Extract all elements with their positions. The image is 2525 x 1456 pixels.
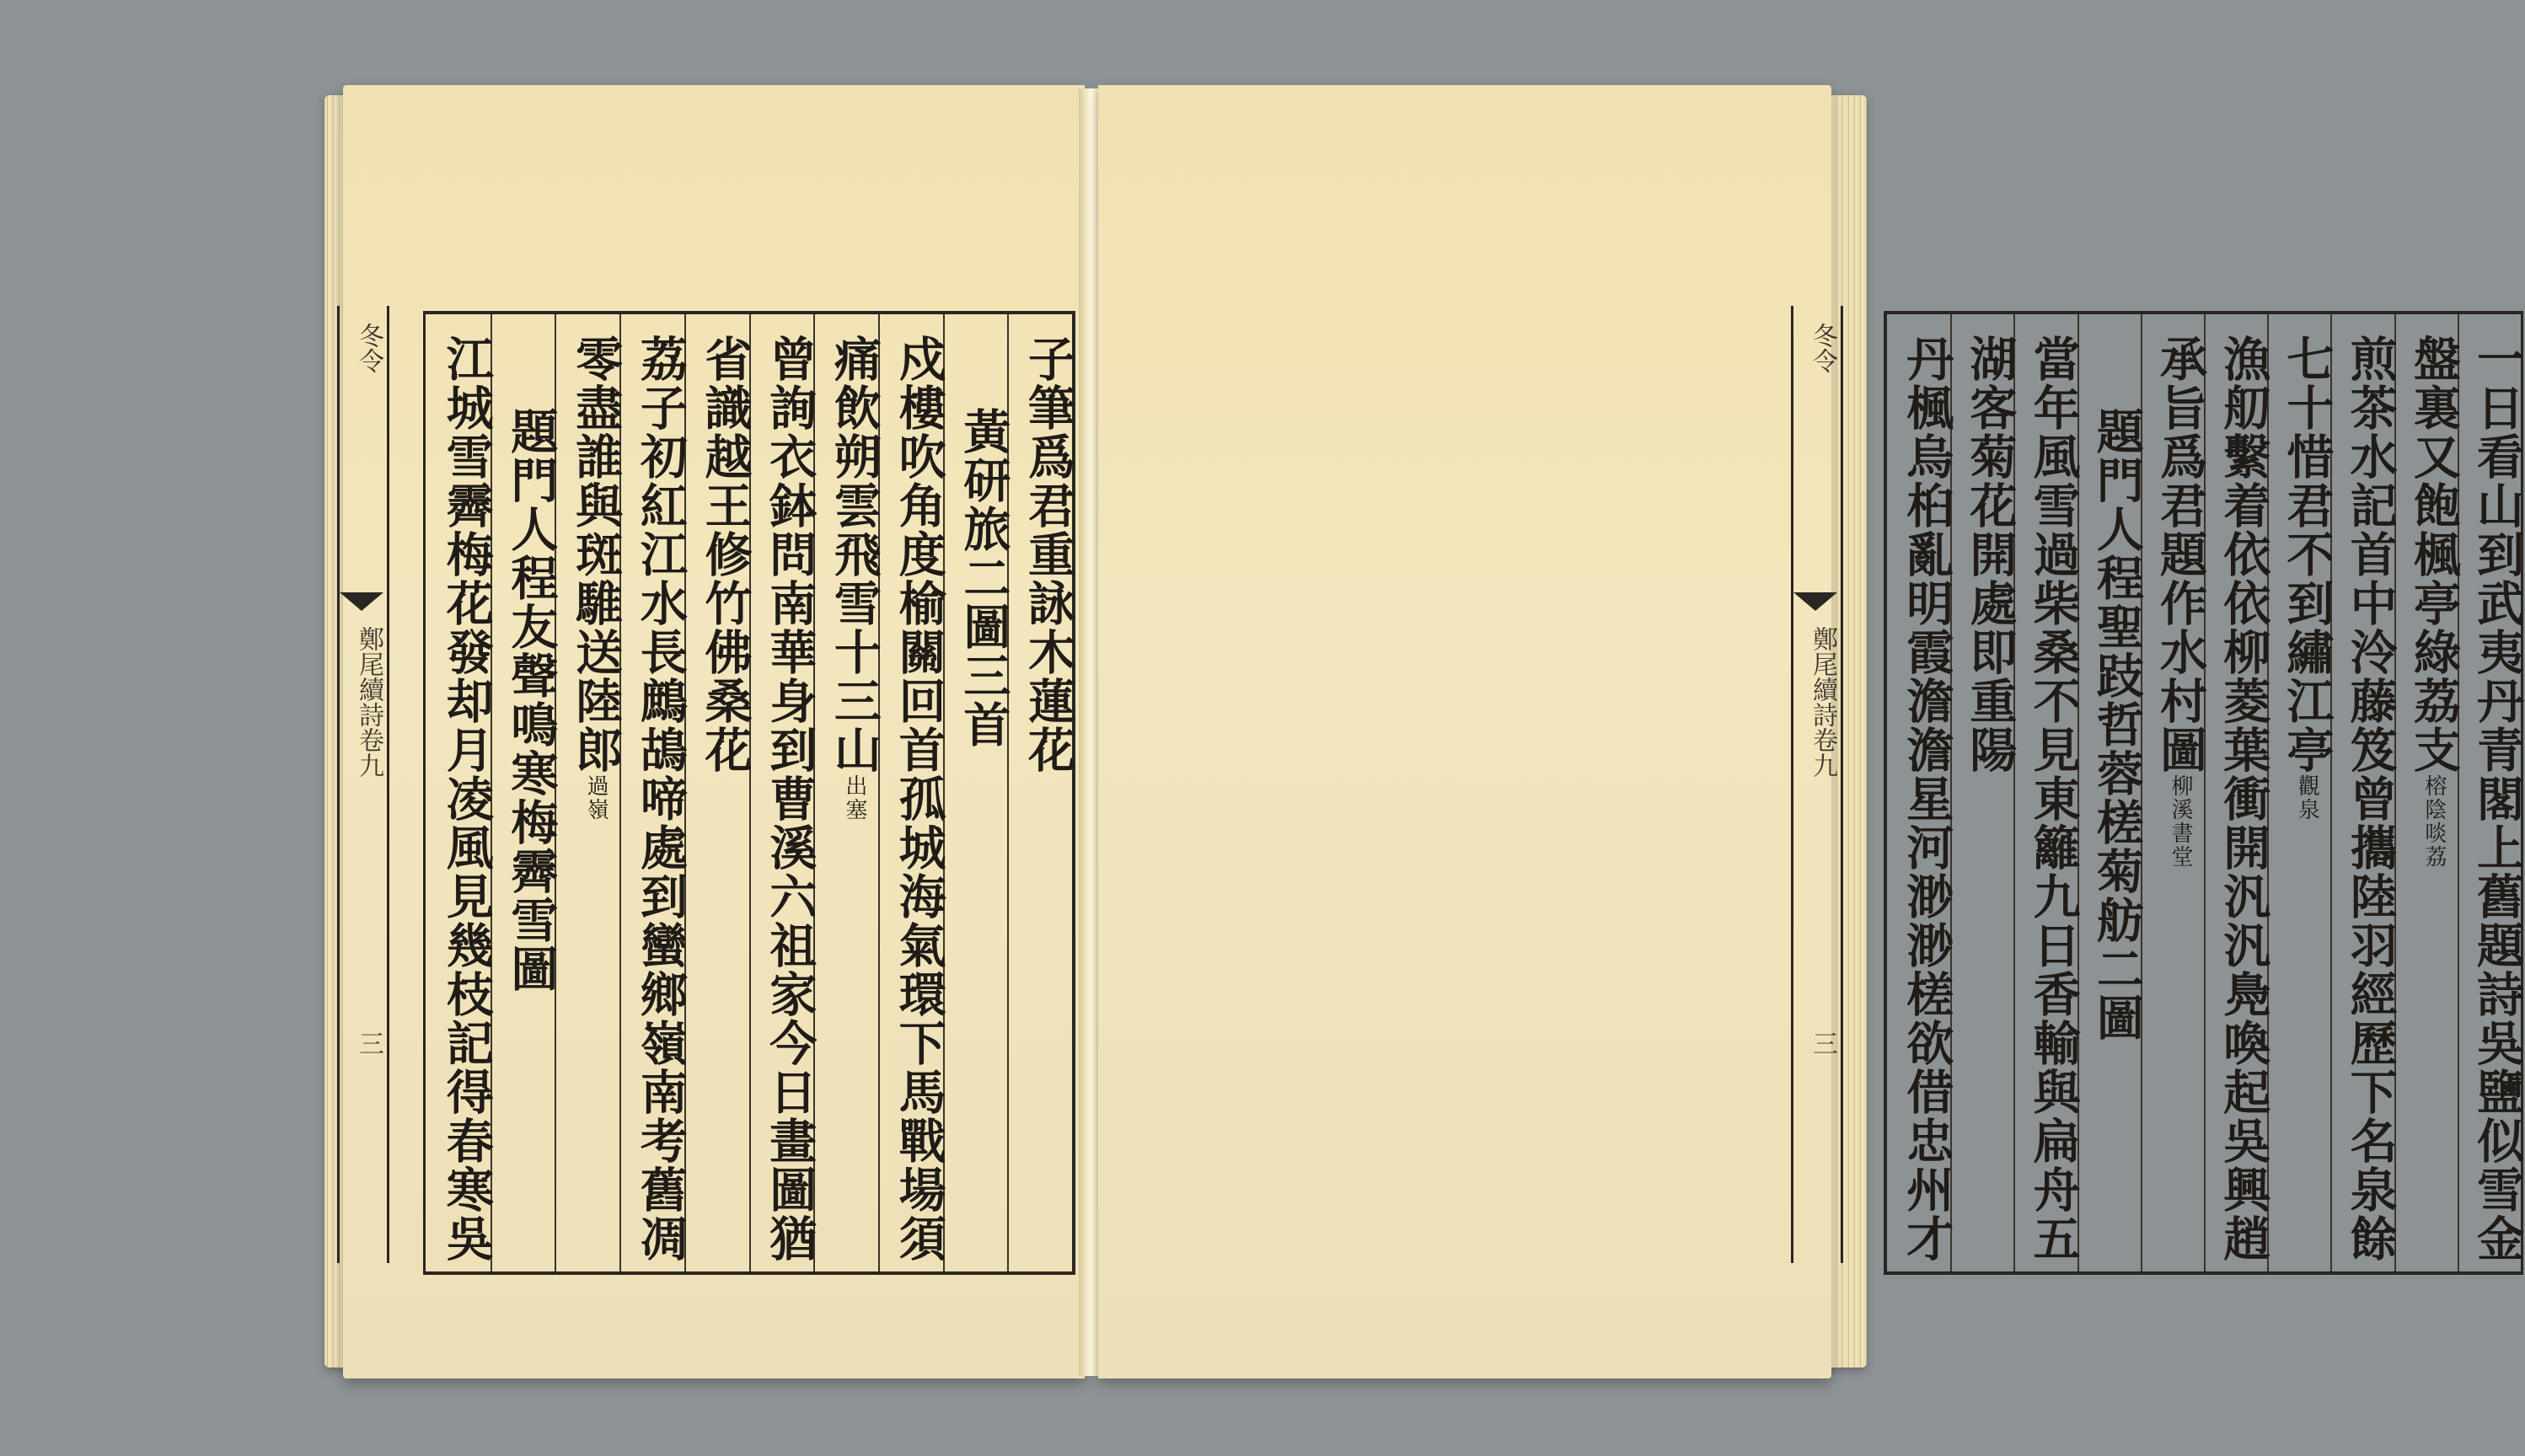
right-margin-column — [1791, 306, 1843, 1263]
text-column — [943, 314, 1012, 1271]
right-text-frame — [1884, 311, 2523, 1275]
column-text: 黃研旅二圖三首 — [956, 407, 1012, 749]
column-text: 七十惜君不到繡江亭 — [2279, 335, 2335, 774]
column-annotation: 榕陰啖荔 — [2420, 774, 2447, 869]
text-column — [2458, 314, 2525, 1271]
column-text: 荔子初紅江水長鷓鴣啼處到蠻鄉嶺南考舊凋 — [632, 335, 689, 1263]
right-margin-folio: 三 — [1808, 1030, 1837, 1056]
open-book — [324, 80, 2525, 1394]
column-text: 曾詢衣鉢問南華身到曹溪六祖家今日畫圖猶 — [762, 335, 818, 1263]
left-page — [343, 85, 1085, 1378]
left-margin-title: 鄭尾續詩卷九 — [354, 626, 383, 778]
column-text: 煎茶水記首中泠藤笈曾攜陸羽經歷下名泉餘 — [2342, 335, 2399, 1263]
text-column — [2267, 314, 2335, 1271]
text-column — [2394, 314, 2462, 1271]
text-column — [684, 314, 753, 1271]
text-column — [2204, 314, 2272, 1271]
text-column — [1950, 314, 2018, 1271]
left-margin-column — [337, 306, 389, 1263]
fishtail-mark — [1793, 592, 1837, 611]
right-page — [1098, 85, 2525, 1378]
text-column — [813, 314, 882, 1271]
text-column — [749, 314, 818, 1271]
text-column — [2141, 314, 2208, 1271]
column-text: 題門人程聖跂哲蓉槎菊舫二圖 — [2088, 407, 2145, 1042]
column-text: 痛飲朔雲飛雪十三山 — [826, 335, 882, 774]
column-text: 題門人程友聲鳴寒梅霽雪圖 — [503, 407, 560, 993]
text-column — [2077, 314, 2145, 1271]
text-column — [426, 314, 495, 1271]
text-column — [1887, 314, 1955, 1271]
left-margin-top: 冬令 — [354, 323, 383, 373]
text-column — [1007, 314, 1076, 1271]
text-column — [619, 314, 689, 1271]
column-text: 戍樓吹角度榆關回首孤城海氣環下馬戰場須 — [891, 335, 947, 1263]
column-text: 一日看山到武夷丹青閣上舊題詩吳鹽似雪金 — [2469, 335, 2525, 1263]
column-text: 丹楓烏桕亂明霞澹澹星河渺渺槎欲借忠州才 — [1899, 335, 1955, 1263]
column-text: 湖客菊花開處即重陽 — [1962, 335, 2018, 774]
left-text-frame — [423, 311, 1075, 1275]
text-column — [491, 314, 560, 1271]
column-annotation: 柳溪書堂 — [2168, 774, 2193, 869]
fishtail-mark — [340, 592, 383, 611]
text-column — [555, 314, 625, 1271]
right-margin-title: 鄭尾續詩卷九 — [1808, 626, 1837, 778]
left-margin-folio: 三 — [354, 1030, 383, 1056]
column-text: 承旨爲君題作水村圖 — [2152, 335, 2208, 774]
text-column — [2013, 314, 2082, 1271]
column-annotation: 過嶺 — [583, 774, 609, 822]
column-text: 零盡誰與斑騅送陸郎 — [568, 335, 625, 774]
right-margin-top: 冬令 — [1808, 323, 1837, 373]
text-column — [2330, 314, 2399, 1271]
column-text: 江城雪霽梅花發却月凌風見幾枝記得春寒吳 — [438, 335, 495, 1263]
text-column — [878, 314, 947, 1271]
column-text: 當年風雪過柴桑不見東籬九日香輸與扁舟五 — [2025, 335, 2082, 1263]
column-annotation: 觀泉 — [2294, 774, 2320, 822]
column-text: 盤裏又飽楓亭綠荔支 — [2405, 335, 2462, 774]
column-annotation: 出塞 — [841, 774, 867, 822]
column-text: 漁舠繫着依依柳菱葉衝開汎汎鳧喚起吳興趙 — [2216, 335, 2272, 1263]
column-text: 子筆爲君重詠木蓮花 — [1021, 335, 1076, 774]
column-text: 省識越王修竹佛桑花 — [697, 335, 753, 774]
